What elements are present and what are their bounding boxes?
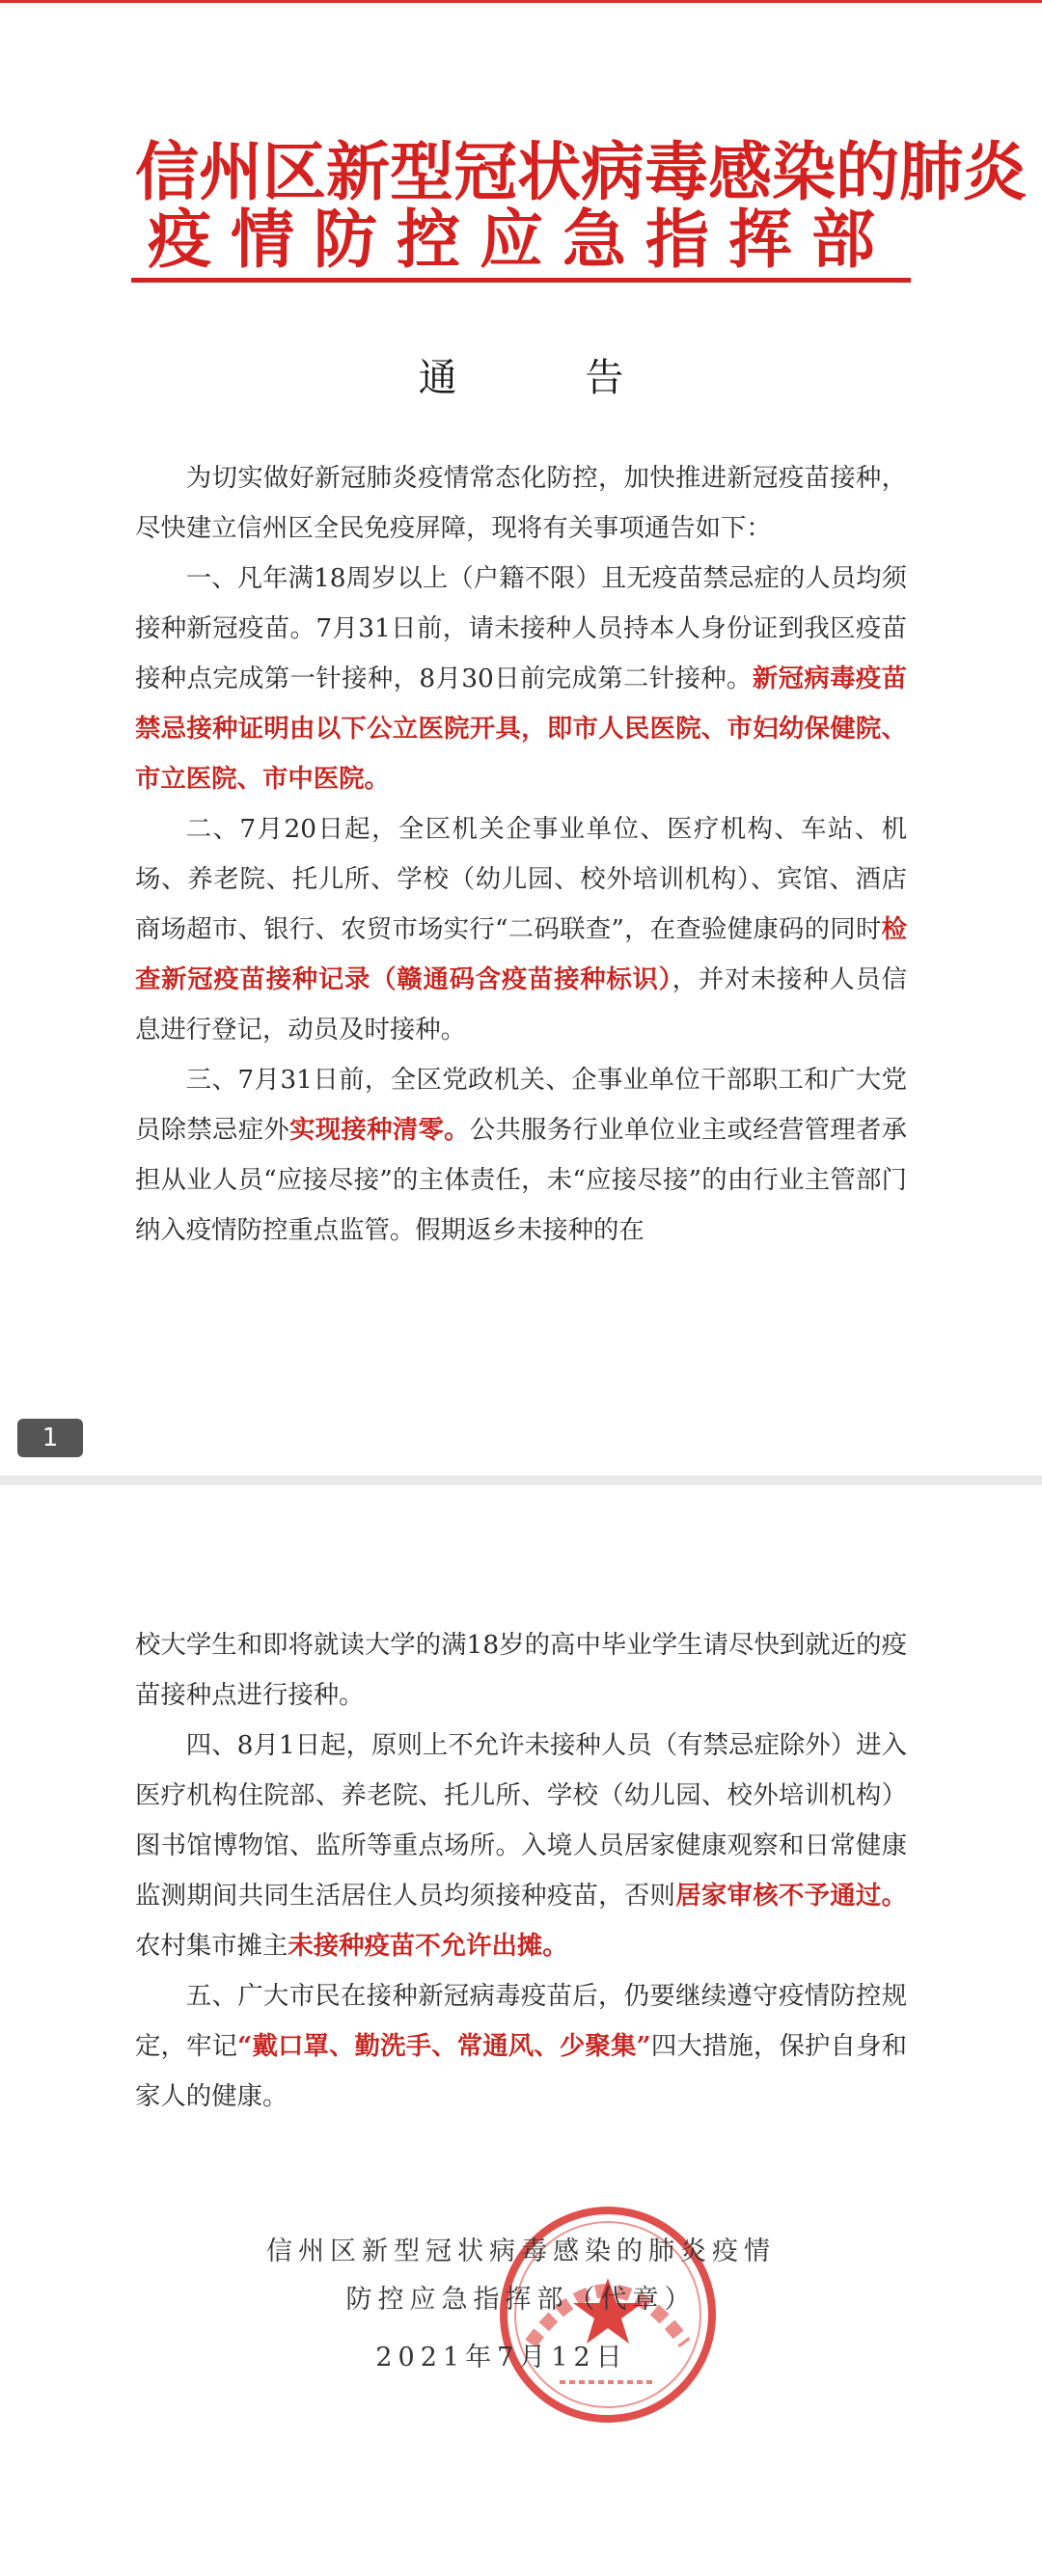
red-divider [131,278,911,283]
signature-department: 防控应急指挥部（代章） [345,2285,697,2315]
item-5-highlight: “戴口罩、勤洗手、常通风、少聚集” [237,2031,651,2061]
intro-paragraph: 为切实做好新冠肺炎疫情常态化防控，加快推进新冠疫苗接种，尽快建立信州区全民免疫屏障，现将有关事项通告如下： [135,463,907,543]
item-5: 五、广大市民在接种新冠病毒疫苗后，仍要继续遵守疫情防控规定，牢记“戴口罩、勤洗手、常通风、少聚集”四大措施，保护自身和家人的健康。 [135,1981,908,2111]
item-4-highlight-a: 居家审核不予通过。 [675,1881,908,1911]
notice-title: 通 告 [418,356,682,400]
page-separator [0,1476,1042,1485]
item-4: 四、8月1日起，原则上不允许未接种人员（有禁忌症除外）进入医疗机构住院部、养老院、托儿所、学校（幼儿园、校外培训机构）图书馆博物馆、监所等重点场所。入境人员居家健康观察和日常健康监测期间共同生活居住人员均须接种疫苗，否则居家审核不予通过。农村集市摊主未接种疫苗不允许出摊。 [135,1730,908,1961]
notice-body-page2 [135,1620,907,2122]
item-3-continued: 校大学生和即将就读大学的满18岁的高中毕业学生请尽快到就近的疫苗接种点进行接种。 [135,1630,907,1710]
signature-date: 2021年7月12日 [375,2343,628,2373]
item-2: 二、7月20日起，全区机关企事业单位、医疗机构、车站、机场、养老院、托儿所、学校（幼儿园、校外培训机构）、宾馆、酒店商场超市、银行、农贸市场实行“二码联查”，在查验健康码的同时检查新冠疫苗接种记录（赣通码含疫苗接种标识），并对未接种人员信息进行登记，动员及时接种。 [135,814,907,1044]
notice-body-page1 [135,453,907,1256]
issuer-title-line1: 信州区新型冠状病毒感染的肺炎 [135,135,1027,209]
item-3: 三、7月31日前，全区党政机关、企事业单位干部职工和广大党员除禁忌症外实现接种清零。公共服务行业单位业主或经营管理者承担从业人员“应接尽接”的主体责任，未“应接尽接”的由行业主管部门纳入疫情防控重点监管。假期返乡未接种的在 [135,1065,908,1245]
item-4-highlight-b: 未接种疫苗不允许出摊。 [288,1931,568,1961]
signature-issuer: 信州区新型冠状病毒感染的肺炎疫情 [266,2237,776,2266]
item-1-highlight: 新冠病毒疫苗禁忌接种证明由以下公立医院开具，即市人民医院、市妇幼保健院、市立医院、市中医院。 [135,664,907,794]
item-3-highlight: 实现接种清零。 [289,1115,470,1145]
page-number-badge[interactable]: 1 [17,1419,83,1457]
issuer-title-line2: 疫情防控应急指挥部 [148,203,894,277]
item-1: 一、凡年满18周岁以上（户籍不限）且无疫苗禁忌症的人员均须接种新冠疫苗。7月31日前，请未接种人员持本人身份证到我区疫苗接种点完成第一针接种，8月30日前完成第二针接种。新冠病毒疫苗禁忌接种证明由以下公立医院开具，即市人民医院、市妇幼保健院、市立医院、市中医院。 [135,563,907,794]
item-2-highlight: 检查新冠疫苗接种记录（赣通码含疫苗接种标识） [135,914,907,994]
